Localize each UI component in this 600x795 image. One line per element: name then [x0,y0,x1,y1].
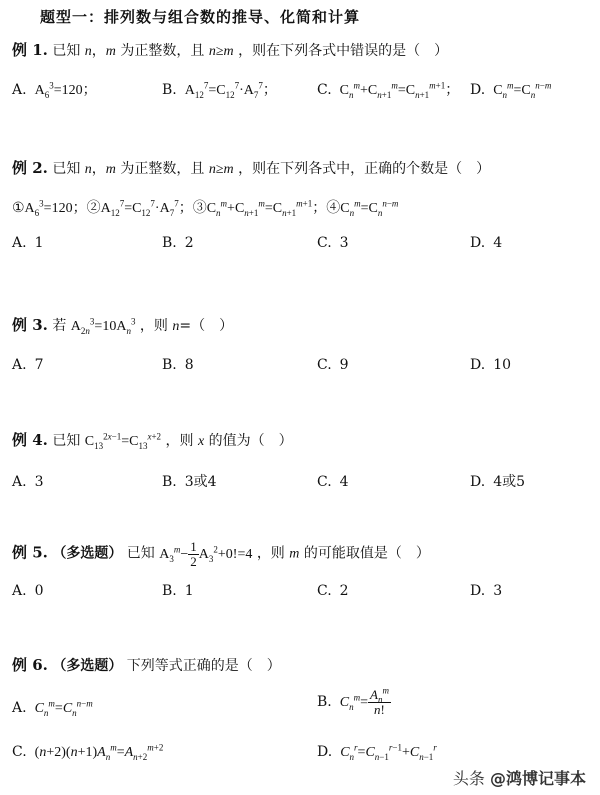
option-formula: $C_n^m=C_n^{n-m}$ [34,698,93,718]
stem-text: 的值为（ ） [208,433,293,449]
option-formula: $C_n^r=C_{n-1}^{r-1}+C_{n-1}^r$ [340,742,437,762]
watermark-prefix: 头条 [452,769,485,788]
stem-text: 为正整数，且 [120,161,205,177]
option-b[interactable]: B. 8 [162,357,194,373]
problem-1 [12,40,592,102]
problem-tag: （多选题） [52,658,123,674]
option-d[interactable]: D. 4或5 [470,474,526,490]
problem-stem [12,430,592,452]
stem-var: x [197,434,205,449]
statement-list [12,198,592,219]
option-c[interactable]: C. $C_n^m+C_{n+1}^m=C_{n+1}^{m+1}$； [317,80,460,100]
stem-text: 若 [52,318,67,334]
problem-label: 例 1. [12,41,48,59]
stem-text: ，则 [139,318,168,334]
problem-label: 例 2. [12,159,48,177]
watermark [453,766,586,789]
option-d[interactable]: D. $C_n^m=C_n^{n-m}$ [470,80,552,100]
options-row [12,742,592,764]
option-a[interactable]: A. $C_n^m=C_n^{n-m}$ [12,698,93,718]
option-formula: $C_n^m=$ $\frac{A_n^m}{n!}$ [339,685,389,717]
stem-text: =（ ） [179,318,234,334]
option-formula: $A_{12}^7=C_{12}^7\cdot A_7^7$； [184,80,277,100]
option-a[interactable]: A. 1 [12,235,44,251]
stem-text: ，则 [165,433,194,449]
problem-stem [12,315,592,337]
option-formula: $C_n^m+C_{n+1}^m=C_{n+1}^{m+1}$； [339,80,460,100]
problem-3 [12,315,592,377]
stem-condition: n≥m [208,162,234,177]
option-a[interactable]: A. 3 [12,474,44,490]
options-row [12,685,592,728]
stem-var: m [289,546,300,562]
stem-text: 已知 [126,545,155,562]
option-a[interactable]: A. 7 [12,357,44,373]
option-b[interactable]: B. $A_{12}^7=C_{12}^7\cdot A_7^7$； [162,80,277,100]
problem-2 [12,158,592,255]
option-d[interactable]: D. 3 [470,583,503,599]
option-d[interactable]: D. 10 [470,357,512,373]
option-c[interactable]: C. 2 [317,583,349,599]
option-a[interactable]: A. 0 [12,583,44,599]
stem-var: n [172,319,180,334]
stem-text: 为正整数，且 [120,43,205,59]
option-b[interactable]: B. $C_n^m=$ $\frac{A_n^m}{n!}$ [317,685,389,717]
option-b[interactable]: B. 3或4 [162,474,217,490]
option-formula: $C_n^m=C_n^{n-m}$ [493,80,552,100]
stem-formula: $A_3^m-$ $\frac{1}{2}$ $A_3^2+0!=4$ [159,539,253,569]
option-b[interactable]: B. 2 [162,235,194,251]
watermark-handle: @鸿博记事本 [489,769,586,788]
stem-text: 已知 [52,161,81,177]
option-b[interactable]: B. 1 [162,583,194,599]
option-c[interactable]: C. $(n+2)(n+1)A_n^m=A_{n+2}^{m+2}$ [12,742,164,762]
problem-5 [12,540,592,603]
stem-text: ，则在下列各式中，正确的个数是（ ） [238,161,491,177]
options-row [12,472,592,494]
options-row [12,233,592,255]
option-formula: $A_6^3=120$； [34,80,97,100]
stem-text: 的可能取值是（ ） [303,545,430,562]
problem-stem [12,40,592,62]
stem-vars: n，m [84,162,116,177]
problem-stem [12,158,592,180]
stem-formula: $A_{2n}^3=10A_n^3$ [70,316,136,336]
options-row [12,355,592,377]
statement-formulas: $①A_6^3=120$；$②A_{12}^7=C_{12}^7\cdot A_7^7$；$③C_n^m+C_{n+1}^m=C_{n+1}^{m+1}$；$④C_n^m=C_n^{n-m}$ [12,198,399,218]
problem-6 [12,655,592,764]
problem-4 [12,430,592,494]
problem-label: 例 5. [12,543,48,562]
option-c[interactable]: C. 9 [317,357,349,373]
stem-text: ，则在下列各式中错误的是（ ） [238,43,449,59]
options-row [12,581,592,603]
option-c[interactable]: C. 4 [317,474,349,490]
stem-text: 已知 [52,433,81,449]
stem-condition: n≥m [208,44,234,59]
options-row [12,80,592,102]
stem-vars: n，m [84,44,116,59]
option-d[interactable]: D. 4 [470,235,503,251]
problem-label: 例 3. [12,316,48,334]
stem-text: ，则 [256,545,285,562]
option-formula: $(n+2)(n+1)A_n^m=A_{n+2}^{m+2}$ [34,742,164,762]
problem-tag: （多选题） [52,545,123,562]
section-title: 题型一：排列数与组合数的推导、化简和计算 [40,8,361,26]
problem-stem [12,655,592,676]
problem-stem [12,540,592,569]
option-a[interactable]: A. $A_6^3=120$； [12,80,97,100]
option-d[interactable]: D. $C_n^r=C_{n-1}^{r-1}+C_{n-1}^r$ [317,742,437,762]
stem-formula: $C_{13}^{2x-1}=C_{13}^{x+2}$ [84,431,162,451]
stem-text: 下列等式正确的是（ ） [126,658,281,674]
problem-label: 例 4. [12,431,48,449]
option-c[interactable]: C. 3 [317,235,349,251]
problem-label: 例 6. [12,656,48,674]
stem-text: 已知 [52,43,81,59]
